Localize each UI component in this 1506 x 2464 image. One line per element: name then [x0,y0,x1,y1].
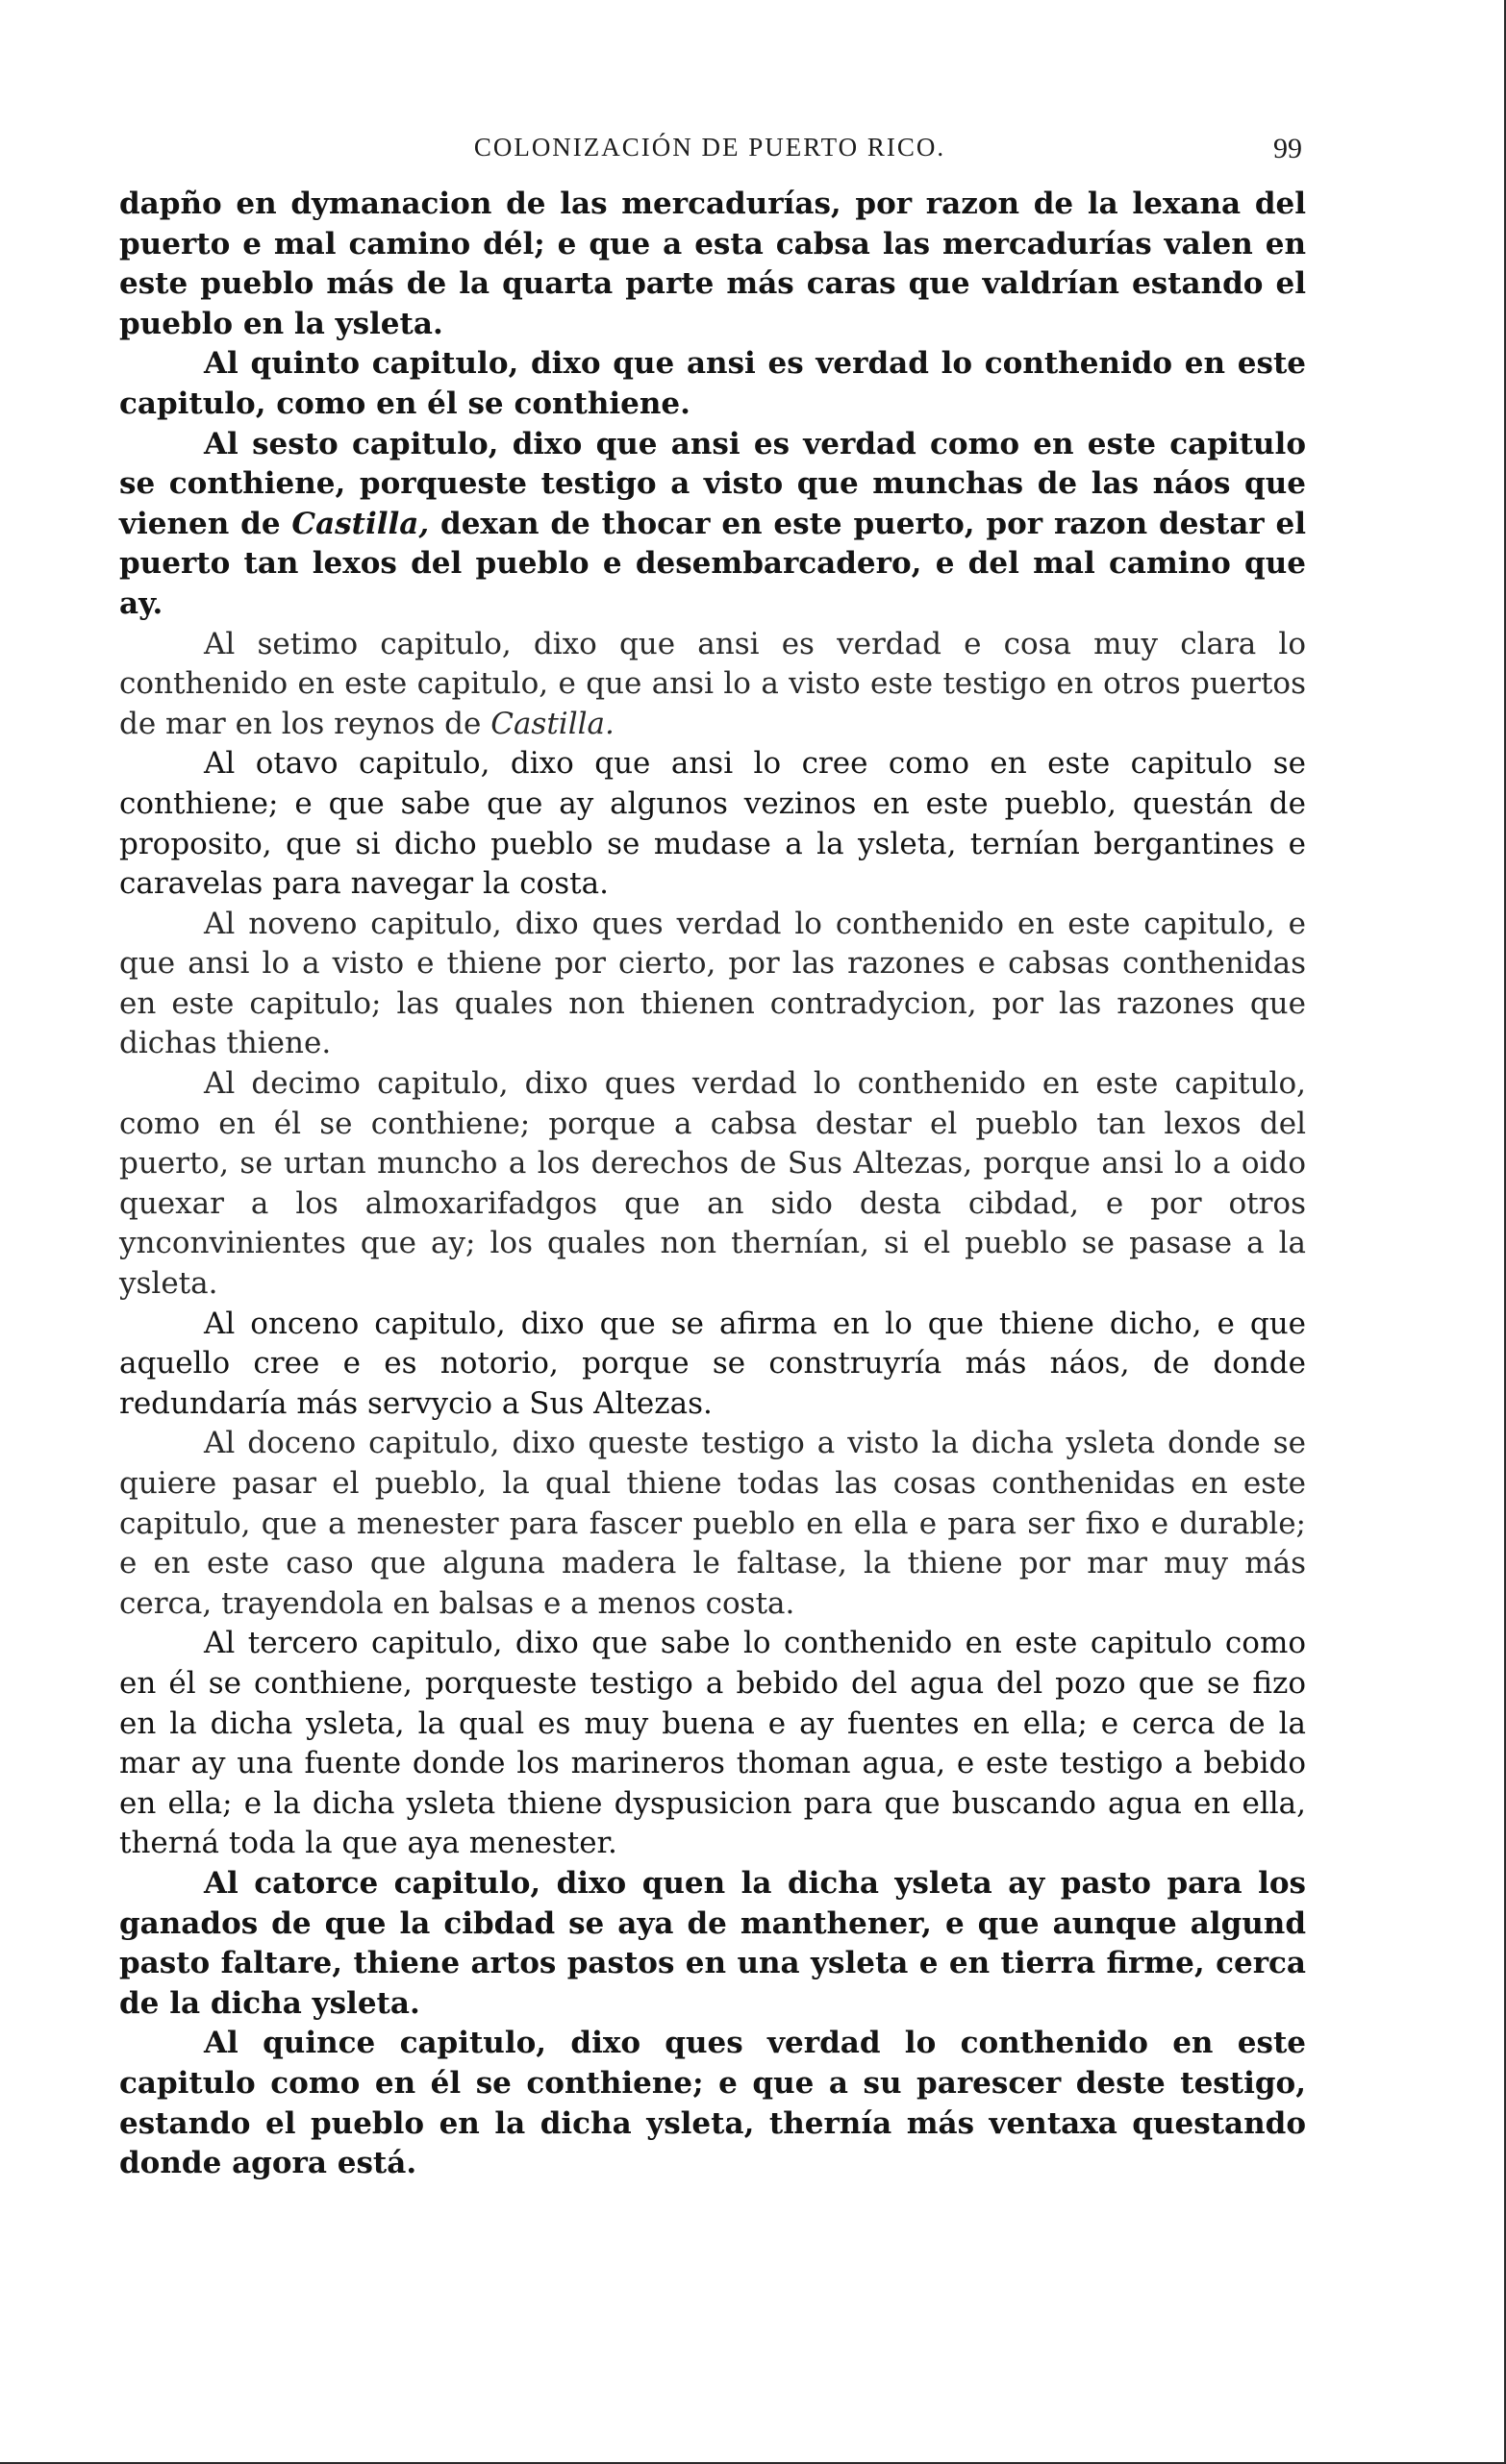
paragraph-continuation: dapño en dymanacion de las mercadurías, por razon de la lexana del puerto e mal camino dél; e que a esta cabsa las mercadurías valen en este pueblo más de la quarta parte más caras que valdrían estando el pueblo en la ysleta. [119,187,1306,341]
paragraph-catorce-capitulo: Al catorce capitulo, dixo quen la dicha ysleta ay pasto para los ganados de que la cibdad se aya de manthener, e que aunque algund pasto faltare, thiene artos pastos en una ysleta e en tierra firme, cerca de la dicha ysleta. [119,1865,1306,2021]
paragraph-sesto-capitulo [119,425,1306,625]
paragraph-decimo-capitulo: Al decimo capitulo, dixo ques verdad lo conthenido en este capitulo, como en él se conthiene; porque a cabsa destar el pueblo tan lexos del puerto, se urtan muncho a los derechos de Sus Altezas, porque ansi lo a oido quexar a los almoxarifadgos que an sido desta cibdad, e por otros ynconvinientes que ay; los quales non thernían, si el pueblo se pasase a la ysleta. [119,1066,1306,1302]
page-number: 99 [1273,133,1302,164]
place-name: Castilla. [490,706,615,741]
running-title: COLONIZACIÓN DE PUERTO RICO. [473,133,946,162]
paragraph-doceno-capitulo: Al doceno capitulo, dixo queste testigo a visto la dicha ysleta donde se quiere pasar el pueblo, la qual thiene todas las cosas conthenidas en este capitulo, que a menester para fascer pueblo en ella e para ser fixo e durable; e en este caso que alguna madera le faltase, la thiene por mar muy más cerca, trayendola en balsas e a menos costa. [119,1426,1306,1621]
paragraph-text: dexan de thocar en este puerto, por razon destar el puerto tan lexos del pueblo e desembarcadero, e del mal camino que ay. [119,506,1306,621]
paragraph-setimo-capitulo [119,625,1306,745]
running-header [117,133,1302,171]
paragraph-otavo-capitulo: Al otavo capitulo, dixo que ansi lo cree como en este capitulo se conthiene; e que sabe que ay algunos vezinos en este pueblo, questán de proposito, que si dicho pueblo se mudase a la ysleta, ternían bergantines e caravelas para navegar la costa. [119,746,1306,902]
place-name: Castilla, [291,506,430,541]
paragraph-quinto-capitulo: Al quinto capitulo, dixo que ansi es verdad lo conthenido en este capitulo, como en él se conthiene. [119,346,1306,421]
paragraph-text: Al setimo capitulo, dixo que ansi es verdad e cosa muy clara lo conthenido en este capitulo, e que ansi lo a visto este testigo en otros puertos de mar en los reynos de [119,626,1306,741]
paragraph-noveno-capitulo: Al noveno capitulo, dixo ques verdad lo conthenido en este capitulo, e que ansi lo a visto e thiene por cierto, por las razones e cabsas conthenidas en este capitulo; las quales non thienen contradycion, por las razones que dichas thiene. [119,906,1306,1061]
paragraph-quince-capitulo: Al quince capitulo, dixo ques verdad lo conthenido en este capitulo como en él se conthiene; e que a su parescer deste testigo, estando el pueblo en la dicha ysleta, thernía más ventaxa questando donde agora está. [119,2026,1306,2181]
paragraph-onceno-capitulo: Al onceno capitulo, dixo que se afirma en lo que thiene dicho, e que aquello cree e es notorio, porque se construyría más náos, de donde redundaría más servycio a Sus Altezas. [119,1306,1306,1421]
body-text [119,185,1306,2184]
paragraph-text: Al sesto capitulo, dixo que ansi es verdad como en este capitulo se conthiene, porqueste testigo a visto que munchas de las náos que vienen de [119,426,1306,541]
paragraph-tercero-capitulo: Al tercero capitulo, dixo que sabe lo conthenido en este capitulo como en él se conthiene, porqueste testigo a bebido del agua del pozo que se fizo en la dicha ysleta, la qual es muy buena e ay fuentes en ella; e cerca de la mar ay una fuente donde los marineros thoman agua, e este testigo a bebido en ella; e la dicha ysleta thiene dyspusicion para que buscando agua en ella, therná toda la que aya menester. [119,1626,1306,1861]
